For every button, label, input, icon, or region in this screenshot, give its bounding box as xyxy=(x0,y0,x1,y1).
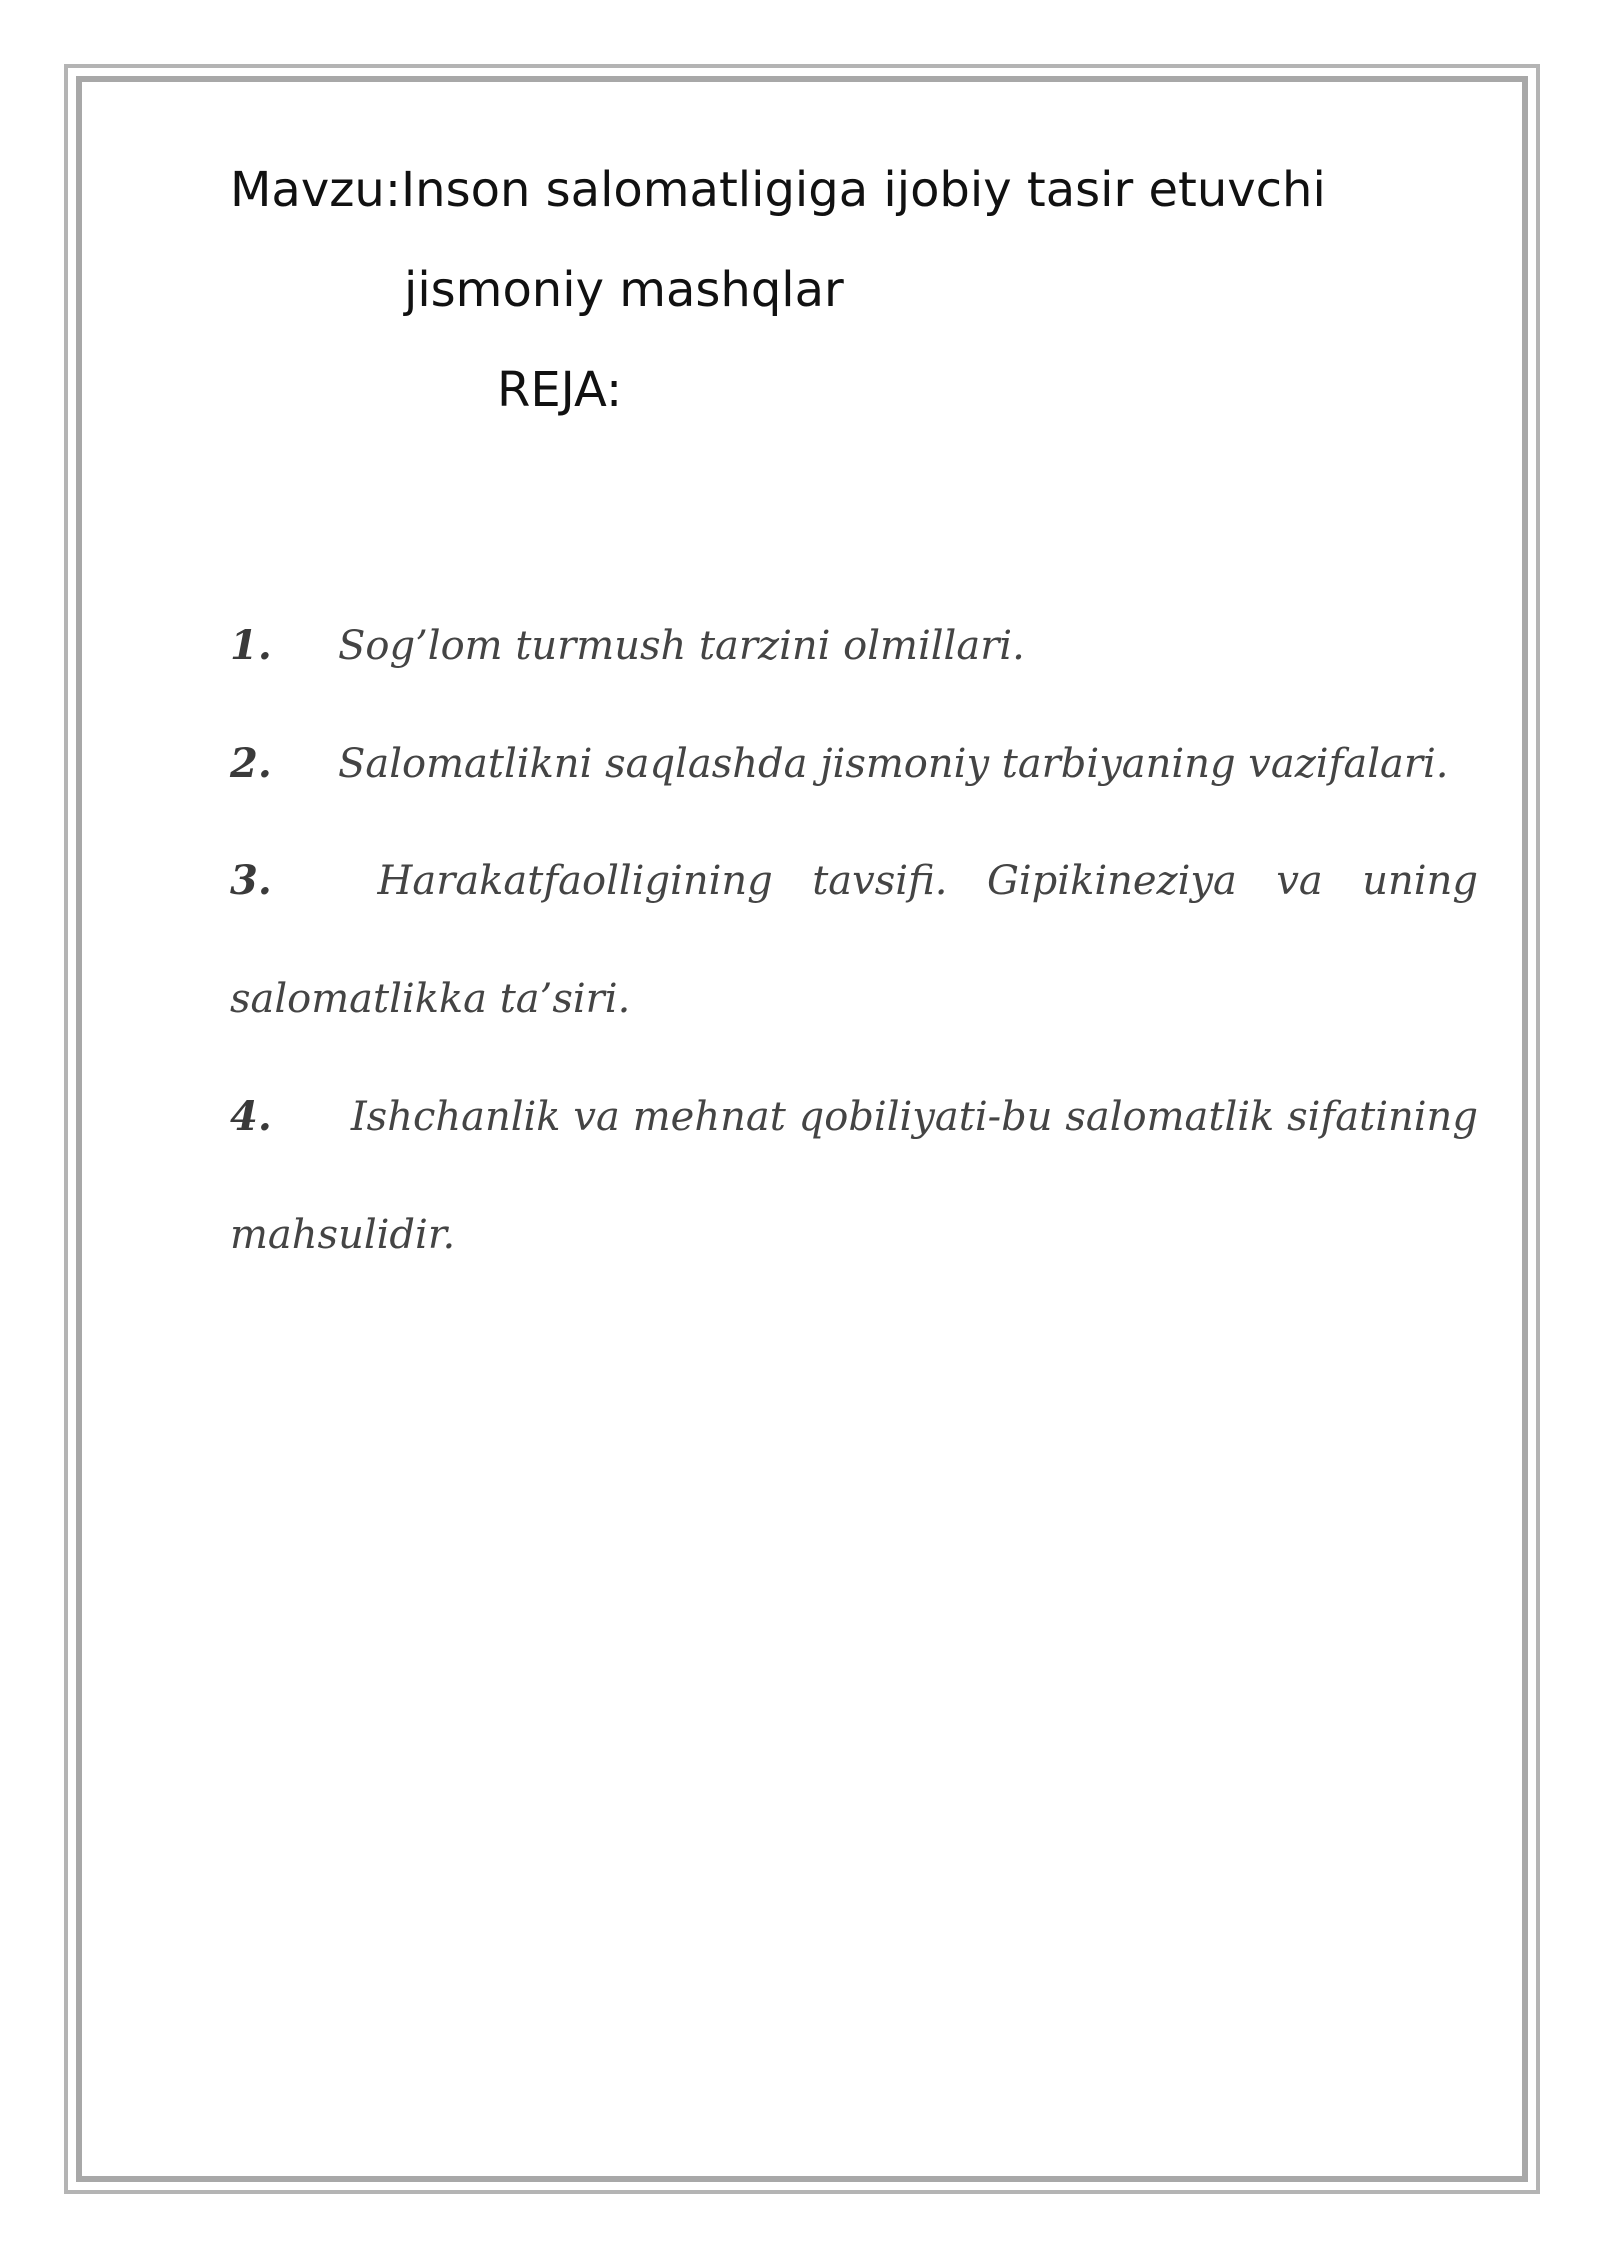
plan-item-text: Sog’lom turmush tarzini olmillari. xyxy=(338,623,1025,669)
plan-item-word: va xyxy=(573,1094,620,1140)
plan-item-word: salomatlik xyxy=(1065,1094,1275,1140)
plan-item-2 xyxy=(230,740,1478,788)
document-title-line-1: Mavzu:Inson salomatligiga ijobiy tasir etuvchi xyxy=(230,162,1326,218)
plan-item-word: va xyxy=(1276,858,1323,904)
plan-item-4 xyxy=(230,1093,1478,1259)
plan-item-continuation: mahsulidir. xyxy=(230,1212,456,1258)
plan-item-word: Gipikineziya xyxy=(986,858,1237,904)
plan-heading: REJA: xyxy=(497,362,623,418)
plan-item-word: uning xyxy=(1362,858,1478,904)
plan-item-word: Ishchanlik xyxy=(350,1094,561,1140)
plan-item-word: mehnat xyxy=(632,1094,786,1140)
plan-item-word: qobiliyati-bu xyxy=(798,1094,1053,1140)
plan-item-word: Harakatfaolligining xyxy=(377,858,773,904)
plan-item-word: tavsifi. xyxy=(812,858,948,904)
plan-item-number: 2. xyxy=(230,740,272,787)
plan-item-number: 3. xyxy=(230,857,272,904)
plan-item-3 xyxy=(230,857,1478,1023)
plan-item-continuation: salomatlikka ta’siri. xyxy=(230,976,631,1022)
document-title-line-2: jismoniy mashqlar xyxy=(404,262,844,318)
plan-item-word: sifatining xyxy=(1287,1094,1478,1140)
plan-item-1 xyxy=(230,622,1478,670)
plan-item-text: Salomatlikni saqlashda jismoniy tarbiyaning vazifalari. xyxy=(338,741,1449,787)
plan-item-number: 1. xyxy=(230,622,272,669)
plan-item-number: 4. xyxy=(230,1093,272,1140)
